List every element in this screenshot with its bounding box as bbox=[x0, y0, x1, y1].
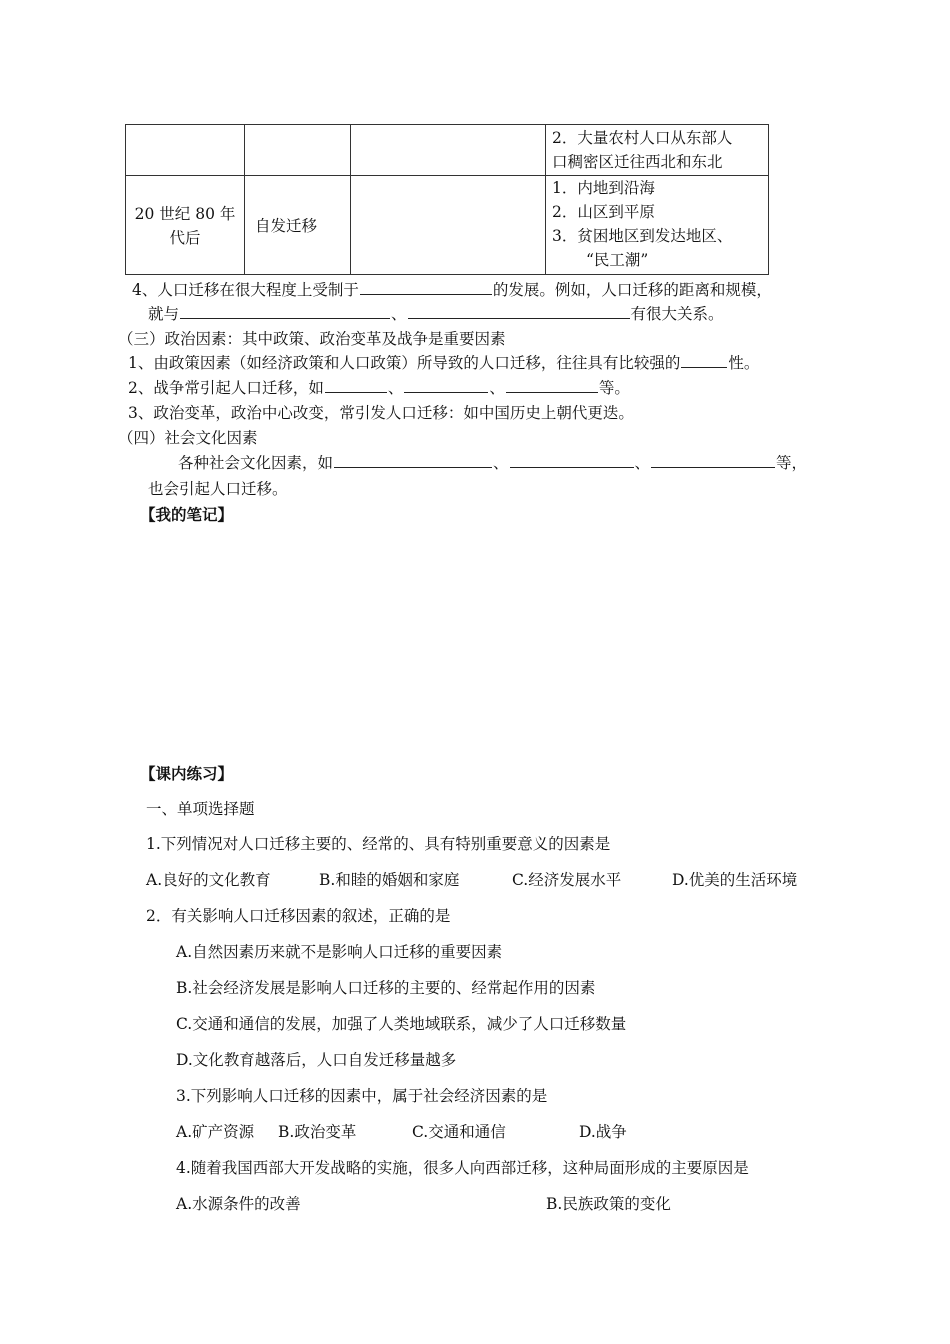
text: 等， bbox=[776, 454, 808, 472]
paragraph-line bbox=[128, 377, 630, 399]
notes-heading: 【我的笔记】 bbox=[140, 505, 234, 524]
practice-heading: 【课内练习】 bbox=[140, 764, 234, 783]
fill-blank[interactable] bbox=[404, 378, 488, 393]
question-stem: 3.下列影响人口迁移的因素中，属于社会经济因素的是 bbox=[176, 1087, 548, 1105]
period-text: 代后 bbox=[169, 229, 201, 247]
question-option[interactable]: D.战争 bbox=[579, 1123, 627, 1141]
table-cell bbox=[545, 124, 769, 176]
fill-blank[interactable] bbox=[360, 280, 492, 295]
table-cell bbox=[125, 124, 245, 176]
list-item: 3．贫困地区到发达地区、 bbox=[552, 227, 733, 245]
question-option[interactable]: D.优美的生活环境 bbox=[672, 871, 798, 889]
text: 就与 bbox=[148, 305, 180, 323]
question-stem: 4.随着我国西部大开发战略的实施，很多人向西部迁移，这种局面形成的主要原因是 bbox=[176, 1159, 749, 1177]
paragraph-line: 3、政治变革，政治中心改变，常引发人口迁移：如中国历史上朝代更迭。 bbox=[128, 404, 634, 422]
question-option[interactable]: A.良好的文化教育 bbox=[146, 871, 271, 889]
list-item: 2．山区到平原 bbox=[552, 203, 655, 221]
question-option[interactable]: B.政治变革 bbox=[278, 1123, 357, 1141]
paragraph-line bbox=[132, 279, 772, 301]
text: 、 bbox=[387, 379, 404, 397]
fill-blank[interactable] bbox=[180, 304, 390, 319]
section-title: 一、单项选择题 bbox=[146, 800, 255, 818]
fill-blank[interactable] bbox=[334, 453, 492, 468]
period-text: 20 世纪 80 年 bbox=[134, 205, 236, 223]
text: 有很大关系。 bbox=[630, 305, 724, 323]
question-option[interactable]: A.水源条件的改善 bbox=[176, 1195, 301, 1213]
text: 4、人口迁移在很大程度上受制于 bbox=[132, 281, 359, 299]
paragraph-line: 也会引起人口迁移。 bbox=[148, 480, 288, 498]
question-option[interactable]: C.交通和通信的发展，加强了人类地域联系，减少了人口迁移数量 bbox=[176, 1015, 627, 1033]
table-cell-text: 2．大量农村人口从东部人 bbox=[552, 129, 733, 147]
migration-type: 自发迁移 bbox=[255, 217, 318, 235]
fill-blank[interactable] bbox=[506, 378, 598, 393]
table-cell bbox=[350, 175, 546, 275]
migration-table bbox=[125, 124, 769, 275]
text: 、 bbox=[493, 454, 509, 472]
question-option[interactable]: A.自然因素历来就不是影响人口迁移的重要因素 bbox=[176, 943, 503, 961]
paragraph-line bbox=[178, 452, 807, 474]
table-cell bbox=[350, 124, 546, 176]
text: 各种社会文化因素，如 bbox=[178, 454, 334, 472]
text: 性。 bbox=[728, 354, 760, 372]
text: 、 bbox=[391, 305, 407, 323]
fill-blank[interactable] bbox=[510, 453, 634, 468]
text: 、 bbox=[489, 379, 505, 397]
paragraph-line bbox=[148, 303, 724, 325]
table-cell-type bbox=[244, 175, 351, 275]
table-cell-period bbox=[125, 175, 245, 275]
question-option[interactable]: B.和睦的婚姻和家庭 bbox=[319, 871, 460, 889]
section-heading: （四）社会文化因素 bbox=[118, 429, 258, 447]
text: 1、由政策因素（如经济政策和人口政策）所导致的人口迁移，往往具有比较强的 bbox=[128, 354, 681, 372]
table-cell-items bbox=[545, 175, 769, 275]
question-option[interactable]: C.交通和通信 bbox=[412, 1123, 506, 1141]
fill-blank[interactable] bbox=[325, 378, 387, 393]
list-item: 1．内地到沿海 bbox=[552, 179, 655, 197]
table-cell bbox=[244, 124, 351, 176]
text: 等。 bbox=[598, 379, 630, 397]
fill-blank[interactable] bbox=[408, 304, 630, 319]
text: 2、战争常引起人口迁移，如 bbox=[128, 379, 324, 397]
text: 的发展。例如，人口迁移的距离和规模， bbox=[492, 281, 772, 299]
paragraph-line bbox=[128, 352, 759, 374]
question-stem: 1.下列情况对人口迁移主要的、经常的、具有特别重要意义的因素是 bbox=[146, 835, 611, 853]
question-option[interactable]: A.矿产资源 bbox=[176, 1123, 255, 1141]
fill-blank[interactable] bbox=[681, 353, 727, 368]
text: 、 bbox=[634, 454, 651, 472]
question-option[interactable]: B.民族政策的变化 bbox=[546, 1195, 671, 1213]
question-option[interactable]: B.社会经济发展是影响人口迁移的主要的、经常起作用的因素 bbox=[176, 979, 596, 997]
list-item: “民工潮” bbox=[586, 251, 649, 269]
question-option[interactable]: D.文化教育越落后，人口自发迁移量越多 bbox=[176, 1051, 457, 1069]
fill-blank[interactable] bbox=[651, 453, 775, 468]
table-cell-text: 口稠密区迁往西北和东北 bbox=[552, 153, 723, 171]
question-stem: 2．有关影响人口迁移因素的叙述，正确的是 bbox=[146, 907, 451, 925]
section-heading: （三）政治因素：其中政策、政治变革及战争是重要因素 bbox=[118, 330, 506, 348]
question-option[interactable]: C.经济发展水平 bbox=[512, 871, 622, 889]
